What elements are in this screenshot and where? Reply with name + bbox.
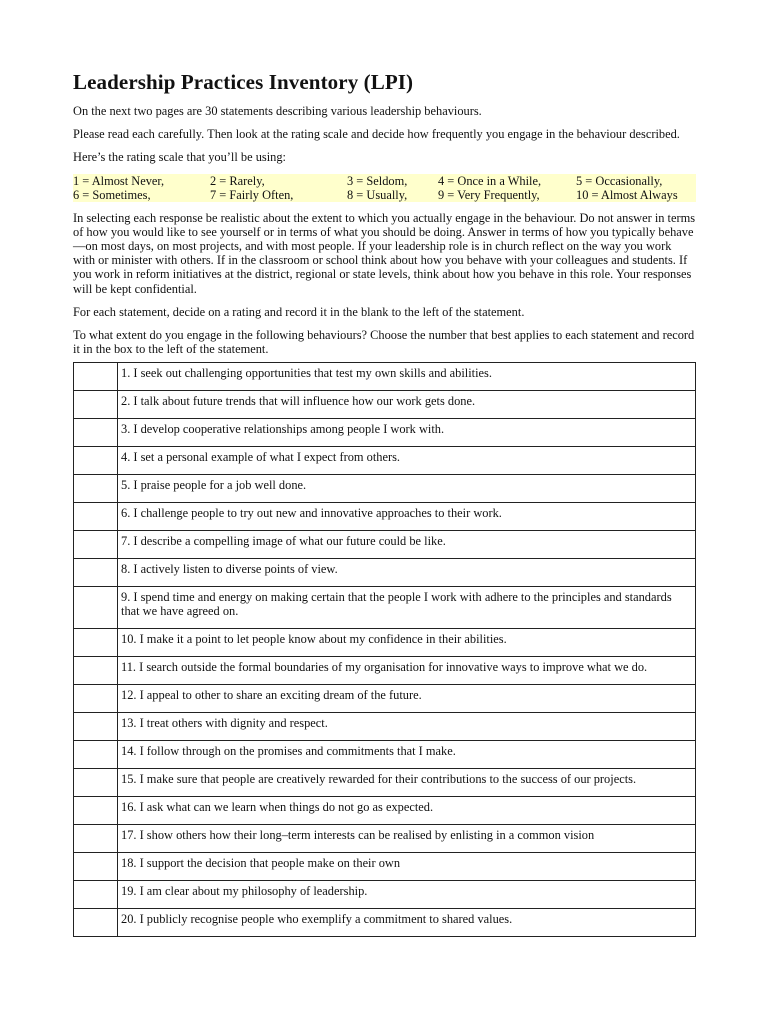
- rating-input-box[interactable]: [74, 797, 118, 825]
- table-row: [74, 559, 696, 587]
- rating-input-box[interactable]: [74, 391, 118, 419]
- page-title: Leadership Practices Inventory (LPI): [73, 70, 414, 94]
- statement-text: 13. I treat others with dignity and respect.: [118, 713, 696, 741]
- rating-4: 4 = Once in a While,: [438, 173, 542, 188]
- table-row: [74, 741, 696, 769]
- rating-input-box[interactable]: [74, 447, 118, 475]
- rating-9: 9 = Very Frequently,: [438, 187, 540, 202]
- instructions-paragraph: In selecting each response be realistic about the extent to which you actually engage in the behaviour. Do not answer in terms of how you would like to see yourself or in terms of what you should be doing. Answer in terms of how you typically behave—on most days, on most projects, and with most people. If your leadership role is in church reflect on the way you work with or minister with others. If in the classroom or school think about how you behave with your colleagues and students. If you work in reform initiatives at the district, regional or state levels, think about how you behave in this role. Your responses will be kept confidential.: [73, 210, 696, 296]
- statement-text: 20. I publicly recognise people who exemplify a commitment to shared values.: [118, 909, 696, 937]
- table-row: [74, 769, 696, 797]
- table-row: [74, 685, 696, 713]
- statement-text: 4. I set a personal example of what I expect from others.: [118, 447, 696, 475]
- rating-10: 10 = Almost Always: [576, 187, 678, 202]
- rating-input-box[interactable]: [74, 587, 118, 629]
- statement-text: 6. I challenge people to try out new and innovative approaches to their work.: [118, 503, 696, 531]
- table-row: [74, 391, 696, 419]
- rating-8: 8 = Usually,: [347, 187, 408, 202]
- statement-text: 18. I support the decision that people make on their own: [118, 853, 696, 881]
- rating-1: 1 = Almost Never,: [73, 173, 165, 188]
- instruction-record-rating: For each statement, decide on a rating and record it in the blank to the left of the statement.: [73, 304, 525, 319]
- statement-text: 5. I praise people for a job well done.: [118, 475, 696, 503]
- rating-2: 2 = Rarely,: [210, 173, 265, 188]
- document-content: [73, 68, 696, 937]
- rating-scale: [73, 174, 696, 202]
- statement-text: 2. I talk about future trends that will influence how our work gets done.: [118, 391, 696, 419]
- rating-3: 3 = Seldom,: [347, 173, 408, 188]
- statement-text: 19. I am clear about my philosophy of leadership.: [118, 881, 696, 909]
- rating-input-box[interactable]: [74, 825, 118, 853]
- rating-input-box[interactable]: [74, 559, 118, 587]
- table-row: [74, 503, 696, 531]
- rating-input-box[interactable]: [74, 657, 118, 685]
- statement-text: 17. I show others how their long–term interests can be realised by enlisting in a common vision: [118, 825, 696, 853]
- rating-input-box[interactable]: [74, 685, 118, 713]
- table-row: [74, 475, 696, 503]
- table-row: [74, 587, 696, 629]
- statement-text: 11. I search outside the formal boundaries of my organisation for innovative ways to improve what we do.: [118, 657, 696, 685]
- table-row: [74, 881, 696, 909]
- table-row: [74, 713, 696, 741]
- rating-input-box[interactable]: [74, 741, 118, 769]
- statement-text: 9. I spend time and energy on making certain that the people I work with adhere to the principles and standards that we have agreed on.: [118, 587, 696, 629]
- statements-table: [73, 362, 696, 937]
- rating-5: 5 = Occasionally,: [576, 173, 663, 188]
- statements-body: [74, 363, 696, 937]
- rating-input-box[interactable]: [74, 853, 118, 881]
- statement-text: 10. I make it a point to let people know about my confidence in their abilities.: [118, 629, 696, 657]
- rating-input-box[interactable]: [74, 531, 118, 559]
- intro-paragraph-2: Please read each carefully. Then look at the rating scale and decide how frequently you engage in the behaviour described.: [73, 127, 680, 142]
- intro-paragraph-1: On the next two pages are 30 statements describing various leadership behaviours.: [73, 104, 482, 118]
- instruction-choose-number: To what extent do you engage in the following behaviours? Choose the number that best applies to each statement and record it in the box to the left of the statement.: [73, 328, 695, 357]
- rating-scale-row-1: [73, 174, 696, 188]
- statement-text: 8. I actively listen to diverse points of view.: [118, 559, 696, 587]
- statement-text: 14. I follow through on the promises and commitments that I make.: [118, 741, 696, 769]
- rating-input-box[interactable]: [74, 713, 118, 741]
- table-row: [74, 797, 696, 825]
- rating-input-box[interactable]: [74, 363, 118, 391]
- table-row: [74, 853, 696, 881]
- statement-text: 12. I appeal to other to share an exciting dream of the future.: [118, 685, 696, 713]
- rating-input-box[interactable]: [74, 475, 118, 503]
- table-row: [74, 363, 696, 391]
- statement-text: 15. I make sure that people are creatively rewarded for their contributions to the success of our projects.: [118, 769, 696, 797]
- rating-7: 7 = Fairly Often,: [210, 187, 294, 202]
- rating-input-box[interactable]: [74, 629, 118, 657]
- rating-input-box[interactable]: [74, 419, 118, 447]
- statement-text: 7. I describe a compelling image of what our future could be like.: [118, 531, 696, 559]
- statement-text: 1. I seek out challenging opportunities that test my own skills and abilities.: [118, 363, 696, 391]
- rating-input-box[interactable]: [74, 769, 118, 797]
- table-row: [74, 825, 696, 853]
- rating-input-box[interactable]: [74, 881, 118, 909]
- rating-input-box[interactable]: [74, 909, 118, 937]
- table-row: [74, 909, 696, 937]
- rating-input-box[interactable]: [74, 503, 118, 531]
- rating-6: 6 = Sometimes,: [73, 187, 151, 202]
- rating-scale-row-2: [73, 188, 696, 202]
- table-row: [74, 657, 696, 685]
- table-row: [74, 419, 696, 447]
- statement-text: 3. I develop cooperative relationships among people I work with.: [118, 419, 696, 447]
- table-row: [74, 447, 696, 475]
- intro-paragraph-3: Here’s the rating scale that you’ll be using:: [73, 150, 286, 165]
- statement-text: 16. I ask what can we learn when things do not go as expected.: [118, 797, 696, 825]
- table-row: [74, 531, 696, 559]
- table-row: [74, 629, 696, 657]
